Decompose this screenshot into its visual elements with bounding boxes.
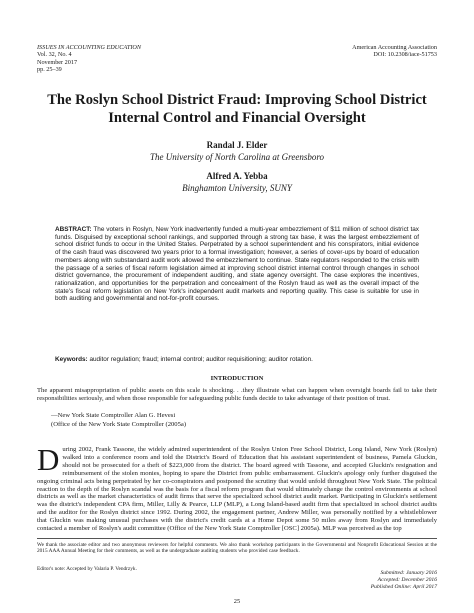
author-affiliation: The University of North Carolina at Greensboro xyxy=(150,152,324,162)
publisher-header xyxy=(352,44,437,59)
author-affiliation: Binghamton University, SUNY xyxy=(182,183,292,193)
editors-note: Editor's note: Accepted by Valaria P. Vendrzyk. xyxy=(37,566,137,572)
abstract-text: The voters in Roslyn, New York inadvertently funded a multi-year embezzlement of $11 million of school district tax funds. Disguised by exceptional school rankings, and supported through a strong tax base, it was the largest embezzlement of school district funds to occur in the United States. Perpetrated by a school superintendent and his conspirators, initial evidence of the cash fraud was discovered two years prior to a formal investigation; however, a series of cover-ups by board of education members along with substandard audit work allowed the embezzlement to continue. State regulators responded to the crisis with the passage of a series of fiscal reform legislation aimed at improving school district internal control through changes in school district governance, the procurement of independent auditing, and state agency oversight. The case explores the incentives, rationalization, and opportunities for the perpetration and concealment of the Roslyn fraud as well as the overall impact of the state's fiscal reform legislation on New York's independent audit markets and reporting quality. This case is suitable for use in both auditing and governmental and not-for-profit courses. xyxy=(55,226,419,303)
epigraph: The apparent misappropriation of public assets on this scale is shocking. . .they illustrate what can happen when oversight boards fail to take their responsibilities seriously, and when those responsible for safeguarding public funds decide to take advantage of their position of trust. xyxy=(37,387,437,402)
keywords-text: auditor regulation; fraud; internal control; auditor requisitioning; auditor rotation. xyxy=(89,356,313,363)
page-number: 25 xyxy=(233,598,241,605)
author-name: Randal J. Elder xyxy=(206,140,268,150)
publisher-name: American Accounting Association xyxy=(352,44,437,51)
page-range: pp. 25–39 xyxy=(37,66,62,74)
keywords xyxy=(55,356,419,364)
doi: DOI: 10.2308/iace-51753 xyxy=(373,51,437,59)
paper-title: The Roslyn School District Fraud: Improving School District Internal Control and Financial Oversight xyxy=(47,92,427,126)
accepted-date: Accepted: December 2016 xyxy=(377,576,437,583)
epigraph-source: (Office of the New York State Comptroller (2005a) xyxy=(51,421,187,428)
epigraph-attribution: —New York State Comptroller Alan G. Hevesi xyxy=(51,412,176,419)
drop-cap: D xyxy=(37,442,60,477)
footnote-divider xyxy=(37,538,437,539)
published-date: Published Online: April 2017 xyxy=(370,583,437,590)
journal-name: ISSUES IN ACCOUNTING EDUCATION xyxy=(37,44,141,51)
issue-date: November 2017 xyxy=(37,58,78,66)
intro-paragraph xyxy=(37,442,437,533)
volume-issue: Vol. 32, No. 4 xyxy=(37,51,72,59)
acknowledgement-footnote: We thank the associate editor and two anonymous reviewers for helpful comments. We also thank workshop participants in the Governmental and Nonprofit Educational Session at the 2015 AAA Annual Meeting for their comments, as well as the undergraduate auditing students who provided case feedback. xyxy=(37,542,437,555)
submitted-date: Submitted: January 2016 xyxy=(380,570,437,576)
section-heading: INTRODUCTION xyxy=(210,375,264,382)
intro-body: uring 2002, Frank Tassone, the widely admired superintendent of the Roslyn Union Free School District, Long Island, New York (Roslyn) walked into a conference room and told the District's Board of Education that his assistant superintendent of business, Pamela Gluckin, should not be prosecuted for a theft of $223,000 from the district. The board agreed with Tassone, and accepted Gluckin's resignation and reimbursement of the stolen monies, hoping to spare the District from public embarrassment. Gluckin's apology only further disguised the ongoing criminal acts being perpetrated by her co-conspirators and postponed the scrutiny that would unfold throughout New York State. The political reaction to the depth of the Roslyn scandal was the basis for a fiscal reform program that would ultimately change the control environments at school districts as well as the market characteristics of audit firms that serve the specialized school district audit market. Participating in Gluckin's settlement was the district's independent CPA firm, Miller, Lilly & Pearce, LLP (MLP), a Long Island-based audit firm that specialized in school district audits and the auditor for the Roslyn district since 1992. During 2002, the engagement partner, Andrew Miller, was personally notified by a whistleblower that Gluckin was making unusual purchases with the district's credit cards at a Home Depot some 50 miles away from Roslyn and immediately contacted a member of Roslyn's audit committee (Office of the New York State Comptroller [OSC] 2005a). MLP was perceived as the top xyxy=(37,446,437,533)
keywords-label: Keywords: xyxy=(55,356,88,363)
author-name: Alfred A. Yebba xyxy=(206,171,268,181)
journal-header xyxy=(37,44,141,74)
submission-dates xyxy=(371,570,437,590)
abstract-label: ABSTRACT: xyxy=(55,226,92,233)
abstract xyxy=(55,226,419,303)
